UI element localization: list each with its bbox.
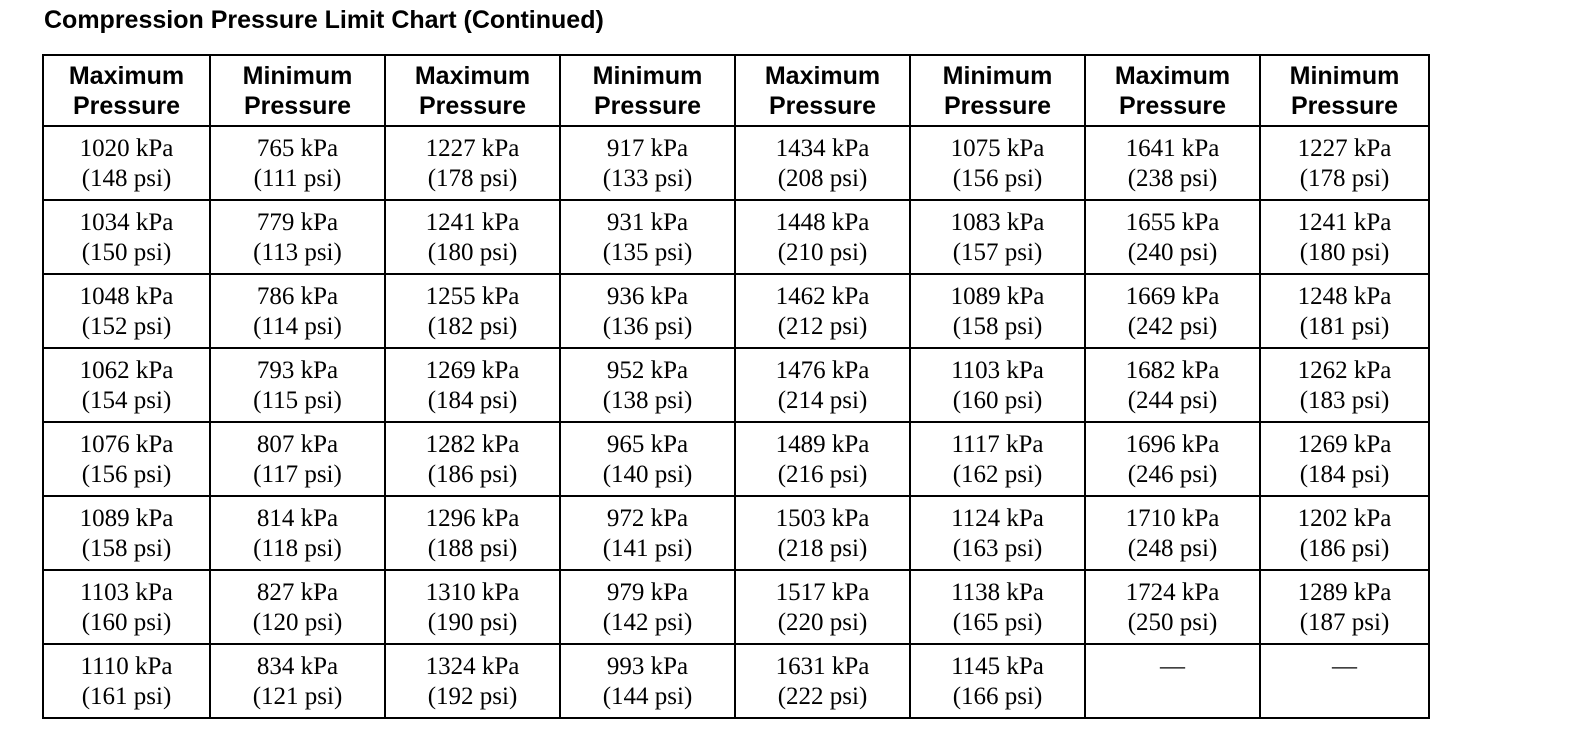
kpa-value: 1117 kPa	[951, 431, 1044, 458]
kpa-value: 1103 kPa	[951, 357, 1044, 384]
table-row	[43, 274, 1429, 348]
table-cell	[210, 496, 385, 570]
table-cell	[910, 496, 1085, 570]
table-cell	[560, 644, 735, 718]
table-cell	[910, 570, 1085, 644]
psi-value: (160 psi)	[952, 387, 1043, 414]
psi-value: (158 psi)	[952, 313, 1043, 340]
psi-value: (111 psi)	[253, 165, 342, 192]
kpa-value: 1089 kPa	[950, 283, 1045, 310]
kpa-value: 952 kPa	[606, 357, 689, 384]
table-cell	[1085, 496, 1260, 570]
table-cell	[735, 422, 910, 496]
table-cell	[385, 644, 560, 718]
table-cell	[210, 570, 385, 644]
kpa-value: 1682 kPa	[1125, 357, 1220, 384]
psi-value: (160 psi)	[81, 609, 172, 636]
kpa-value: 1448 kPa	[775, 209, 870, 236]
compression-pressure-table	[42, 54, 1430, 719]
table-row	[43, 200, 1429, 274]
psi-value: (113 psi)	[253, 239, 342, 266]
kpa-value: 814 kPa	[256, 505, 339, 532]
table-cell	[385, 570, 560, 644]
kpa-value: —	[1332, 653, 1357, 680]
table-cell	[210, 644, 385, 718]
kpa-value: 917 kPa	[606, 135, 689, 162]
table-cell	[735, 644, 910, 718]
table-cell	[1085, 644, 1260, 718]
psi-value: (182 psi)	[427, 313, 518, 340]
header-minimum-pressure	[210, 55, 385, 126]
table-cell	[910, 422, 1085, 496]
kpa-value: 1310 kPa	[425, 579, 520, 606]
psi-value: (214 psi)	[777, 387, 868, 414]
kpa-value: 1241 kPa	[425, 209, 520, 236]
kpa-value: 827 kPa	[256, 579, 339, 606]
kpa-value: 1269 kPa	[1297, 431, 1392, 458]
psi-value: (208 psi)	[777, 165, 868, 192]
kpa-value: 1710 kPa	[1125, 505, 1220, 532]
table-row	[43, 644, 1429, 718]
kpa-value: 1075 kPa	[950, 135, 1045, 162]
table-cell	[735, 126, 910, 200]
table-cell	[385, 496, 560, 570]
table-cell	[560, 496, 735, 570]
kpa-value: 807 kPa	[256, 431, 339, 458]
table-cell	[910, 644, 1085, 718]
kpa-value: 765 kPa	[256, 135, 339, 162]
psi-value: (250 psi)	[1127, 609, 1218, 636]
table-cell	[43, 644, 210, 718]
kpa-value: 1289 kPa	[1297, 579, 1392, 606]
table-cell	[385, 348, 560, 422]
kpa-value: 1048 kPa	[79, 283, 174, 310]
psi-value: (156 psi)	[952, 165, 1043, 192]
psi-value: (184 psi)	[1299, 461, 1390, 488]
psi-value: (165 psi)	[952, 609, 1043, 636]
table-cell	[210, 422, 385, 496]
table-cell	[910, 126, 1085, 200]
header-maximum-pressure	[735, 55, 910, 126]
table-header	[43, 55, 1429, 126]
psi-value: (187 psi)	[1299, 609, 1390, 636]
psi-value: (138 psi)	[602, 387, 693, 414]
kpa-value: 1034 kPa	[79, 209, 174, 236]
psi-value: (246 psi)	[1127, 461, 1218, 488]
header-maximum-pressure	[43, 55, 210, 126]
psi-value: (218 psi)	[777, 535, 868, 562]
kpa-value: 1083 kPa	[950, 209, 1045, 236]
table-cell	[1260, 274, 1429, 348]
table-row	[43, 422, 1429, 496]
kpa-value: 793 kPa	[256, 357, 339, 384]
table-cell	[1085, 200, 1260, 274]
table-cell	[385, 422, 560, 496]
header-line: Pressure	[593, 92, 702, 120]
psi-value: (136 psi)	[602, 313, 693, 340]
kpa-value: 1503 kPa	[775, 505, 870, 532]
table-cell	[560, 422, 735, 496]
table-cell	[735, 570, 910, 644]
table-cell	[1260, 200, 1429, 274]
table-cell	[210, 200, 385, 274]
psi-value: (114 psi)	[253, 313, 342, 340]
header-minimum-pressure	[910, 55, 1085, 126]
kpa-value: 1202 kPa	[1297, 505, 1392, 532]
table-row	[43, 496, 1429, 570]
kpa-value: 1476 kPa	[775, 357, 870, 384]
kpa-value: 1062 kPa	[79, 357, 174, 384]
kpa-value: 1227 kPa	[425, 135, 520, 162]
table-cell	[210, 274, 385, 348]
table-cell	[1260, 570, 1429, 644]
table-cell	[560, 348, 735, 422]
table-cell	[560, 126, 735, 200]
psi-value: (248 psi)	[1127, 535, 1218, 562]
header-line: Minimum	[942, 62, 1053, 90]
table-cell	[1085, 274, 1260, 348]
header-line: Maximum	[68, 62, 185, 90]
table-cell	[1085, 422, 1260, 496]
table-cell	[1085, 570, 1260, 644]
header-line: Minimum	[1289, 62, 1400, 90]
psi-value: (190 psi)	[427, 609, 518, 636]
kpa-value: 1724 kPa	[1125, 579, 1220, 606]
header-maximum-pressure	[385, 55, 560, 126]
kpa-value: 1248 kPa	[1297, 283, 1392, 310]
psi-value: (118 psi)	[253, 535, 342, 562]
table-row	[43, 126, 1429, 200]
table-cell	[910, 274, 1085, 348]
psi-value: (222 psi)	[777, 683, 868, 710]
kpa-value: 965 kPa	[606, 431, 689, 458]
kpa-value: 1269 kPa	[425, 357, 520, 384]
table-cell	[1260, 496, 1429, 570]
kpa-value: 1103 kPa	[80, 579, 173, 606]
psi-value: (163 psi)	[952, 535, 1043, 562]
psi-value: (242 psi)	[1127, 313, 1218, 340]
table-cell	[385, 126, 560, 200]
psi-value: (238 psi)	[1127, 165, 1218, 192]
table-cell	[735, 348, 910, 422]
header-line: Maximum	[1114, 62, 1231, 90]
table-cell	[43, 200, 210, 274]
header-line: Minimum	[592, 62, 703, 90]
psi-value: (186 psi)	[427, 461, 518, 488]
kpa-value: 1076 kPa	[79, 431, 174, 458]
header-line: Pressure	[418, 92, 527, 120]
psi-value: (157 psi)	[952, 239, 1043, 266]
table-cell	[735, 200, 910, 274]
kpa-value: 1145 kPa	[951, 653, 1044, 680]
kpa-value: 779 kPa	[256, 209, 339, 236]
kpa-value: 1631 kPa	[775, 653, 870, 680]
psi-value: (140 psi)	[602, 461, 693, 488]
kpa-value: 1124 kPa	[951, 505, 1044, 532]
header-line: Pressure	[768, 92, 877, 120]
psi-value: (158 psi)	[81, 535, 172, 562]
table-cell	[1260, 348, 1429, 422]
table-cell	[735, 274, 910, 348]
kpa-value: 931 kPa	[606, 209, 689, 236]
kpa-value: 1669 kPa	[1125, 283, 1220, 310]
kpa-value: 1282 kPa	[425, 431, 520, 458]
kpa-value: 993 kPa	[606, 653, 689, 680]
page-title: Compression Pressure Limit Chart (Continued)	[44, 6, 604, 34]
kpa-value: 979 kPa	[606, 579, 689, 606]
psi-value: (154 psi)	[81, 387, 172, 414]
header-line: Minimum	[242, 62, 353, 90]
psi-value: (183 psi)	[1299, 387, 1390, 414]
kpa-value: 1655 kPa	[1125, 209, 1220, 236]
kpa-value: 1434 kPa	[775, 135, 870, 162]
kpa-value: 936 kPa	[606, 283, 689, 310]
kpa-value: 1255 kPa	[425, 283, 520, 310]
psi-value: (212 psi)	[777, 313, 868, 340]
table-cell	[560, 274, 735, 348]
header-minimum-pressure	[1260, 55, 1429, 126]
table-cell	[43, 496, 210, 570]
psi-value: (186 psi)	[1299, 535, 1390, 562]
header-maximum-pressure	[1085, 55, 1260, 126]
kpa-value: 972 kPa	[606, 505, 689, 532]
psi-value: (121 psi)	[252, 683, 343, 710]
table-cell	[735, 496, 910, 570]
kpa-value: 1227 kPa	[1297, 135, 1392, 162]
kpa-value: 1641 kPa	[1125, 135, 1220, 162]
kpa-value: 1696 kPa	[1125, 431, 1220, 458]
kpa-value: 1020 kPa	[79, 135, 174, 162]
psi-value: (156 psi)	[81, 461, 172, 488]
table-cell	[1260, 644, 1429, 718]
psi-value: (240 psi)	[1127, 239, 1218, 266]
table-cell	[210, 348, 385, 422]
header-line: Pressure	[1118, 92, 1227, 120]
psi-value: (115 psi)	[253, 387, 342, 414]
kpa-value: 1517 kPa	[775, 579, 870, 606]
table-cell	[43, 126, 210, 200]
header-minimum-pressure	[560, 55, 735, 126]
table-cell	[560, 570, 735, 644]
table-body	[43, 126, 1429, 718]
header-line: Maximum	[414, 62, 531, 90]
table-cell	[1260, 422, 1429, 496]
psi-value: (220 psi)	[777, 609, 868, 636]
kpa-value: 786 kPa	[256, 283, 339, 310]
kpa-value: 1489 kPa	[775, 431, 870, 458]
table-cell	[385, 274, 560, 348]
kpa-value: 1462 kPa	[775, 283, 870, 310]
psi-value: (142 psi)	[602, 609, 693, 636]
psi-value: (192 psi)	[427, 683, 518, 710]
kpa-value: 1089 kPa	[79, 505, 174, 532]
psi-value: (148 psi)	[81, 165, 172, 192]
psi-value: (162 psi)	[952, 461, 1043, 488]
psi-value: (150 psi)	[81, 239, 172, 266]
psi-value: (178 psi)	[427, 165, 518, 192]
psi-value: (144 psi)	[602, 683, 693, 710]
header-line: Maximum	[764, 62, 881, 90]
header-line: Pressure	[72, 92, 181, 120]
psi-value: (178 psi)	[1299, 165, 1390, 192]
psi-value: (184 psi)	[427, 387, 518, 414]
psi-value: (161 psi)	[81, 683, 172, 710]
psi-value: (244 psi)	[1127, 387, 1218, 414]
psi-value: (166 psi)	[952, 683, 1043, 710]
table-cell	[910, 200, 1085, 274]
header-line: Pressure	[1290, 92, 1399, 120]
kpa-value: 1110 kPa	[80, 653, 173, 680]
table-cell	[43, 570, 210, 644]
kpa-value: 1241 kPa	[1297, 209, 1392, 236]
kpa-value: —	[1160, 653, 1185, 680]
table-cell	[43, 348, 210, 422]
psi-value: (216 psi)	[777, 461, 868, 488]
table-cell	[560, 200, 735, 274]
psi-value: (120 psi)	[252, 609, 343, 636]
header-line: Pressure	[943, 92, 1052, 120]
kpa-value: 1138 kPa	[951, 579, 1044, 606]
table-cell	[43, 274, 210, 348]
table-cell	[385, 200, 560, 274]
psi-value: (188 psi)	[427, 535, 518, 562]
table-cell	[210, 126, 385, 200]
table-row	[43, 348, 1429, 422]
table-cell	[43, 422, 210, 496]
psi-value: (180 psi)	[1299, 239, 1390, 266]
kpa-value: 1296 kPa	[425, 505, 520, 532]
kpa-value: 1262 kPa	[1297, 357, 1392, 384]
table-cell	[1260, 126, 1429, 200]
psi-value: (152 psi)	[81, 313, 172, 340]
psi-value: (180 psi)	[427, 239, 518, 266]
table-cell	[910, 348, 1085, 422]
psi-value: (141 psi)	[602, 535, 693, 562]
psi-value: (135 psi)	[602, 239, 693, 266]
table-cell	[1085, 348, 1260, 422]
header-line: Pressure	[243, 92, 352, 120]
psi-value: (210 psi)	[777, 239, 868, 266]
psi-value: (117 psi)	[253, 461, 342, 488]
psi-value: (133 psi)	[602, 165, 693, 192]
table-cell	[1085, 126, 1260, 200]
kpa-value: 1324 kPa	[425, 653, 520, 680]
psi-value: (181 psi)	[1299, 313, 1390, 340]
header-row	[43, 55, 1429, 126]
table-row	[43, 570, 1429, 644]
kpa-value: 834 kPa	[256, 653, 339, 680]
